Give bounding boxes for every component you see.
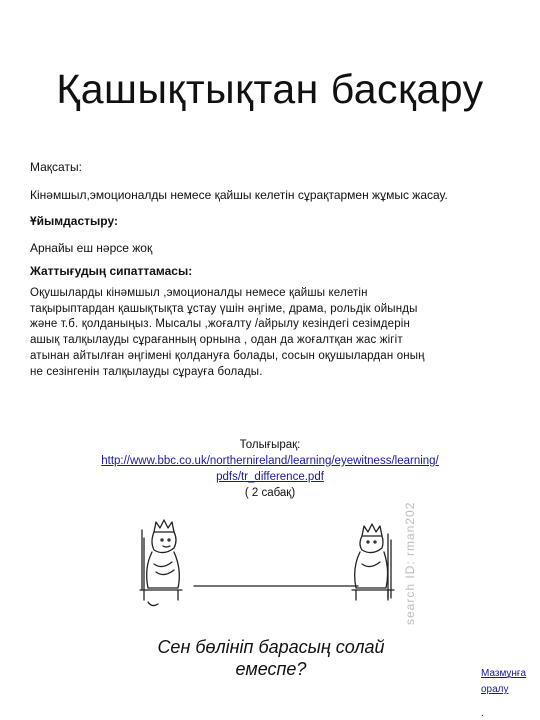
source-link-line1[interactable]: http://www.bbc.co.uk/northernireland/learning/eyewitness/learning/	[101, 455, 439, 467]
nav-dot: .	[481, 708, 484, 719]
caption-line1: Сен бөлініп барасың солай	[157, 637, 385, 657]
back-link-line2[interactable]: оралу	[481, 684, 509, 695]
description-label: Жаттығудың сипаттамасы:	[30, 264, 193, 278]
description-line: Оқушыларды кінәмшыл ,эмоционалды немесе қайшы келетін	[30, 287, 368, 299]
description-line: ашық талқылауды сұрағанның орнына , одан да жоғалтқан жас жігіт	[30, 334, 403, 347]
right-king-figure	[352, 524, 394, 600]
organization-label: Ұйымдастыру:	[30, 214, 118, 228]
description-line: және т.б. қолданыңыз. Мысалы ,жоғалту /айрылу кезіндегі сезімдерін	[30, 318, 410, 331]
source-block	[60, 437, 480, 501]
left-king-figure	[140, 520, 182, 606]
caption-line2: емеспе?	[235, 659, 307, 679]
image-watermark: search ID: rman202	[403, 501, 417, 625]
cartoon-illustration	[118, 512, 408, 622]
source-link-line2[interactable]: pdfs/tr_difference.pdf	[216, 471, 324, 483]
source-note: ( 2 сабақ)	[244, 487, 296, 499]
back-link-line1[interactable]: Мазмұнға	[481, 668, 527, 679]
description-line: не сезінгенін талқылауды сұрауға болады.	[30, 365, 263, 378]
cartoon-caption	[140, 636, 402, 680]
page-title: Қашықтықтан басқару	[56, 66, 484, 112]
source-label: Толығырақ:	[239, 439, 301, 451]
back-to-contents-link[interactable]	[481, 666, 526, 698]
description-line: атынан айтылған әңгімені қолдануға болады, сосын оқушылардан оның	[30, 349, 425, 362]
aim-text: Кінәмшыл,эмоционалды немесе қайшы келетін сұрақтармен жұмыс жасау.	[30, 188, 448, 202]
description-paragraph	[30, 286, 500, 380]
aim-label: Мақсаты:	[30, 160, 82, 174]
description-line: тақырыптардан қашықтықта ұстау үшін әңгіме, драма, рольдік ойынды	[30, 302, 418, 315]
organization-text: Арнайы еш нәрсе жоқ	[30, 241, 153, 255]
